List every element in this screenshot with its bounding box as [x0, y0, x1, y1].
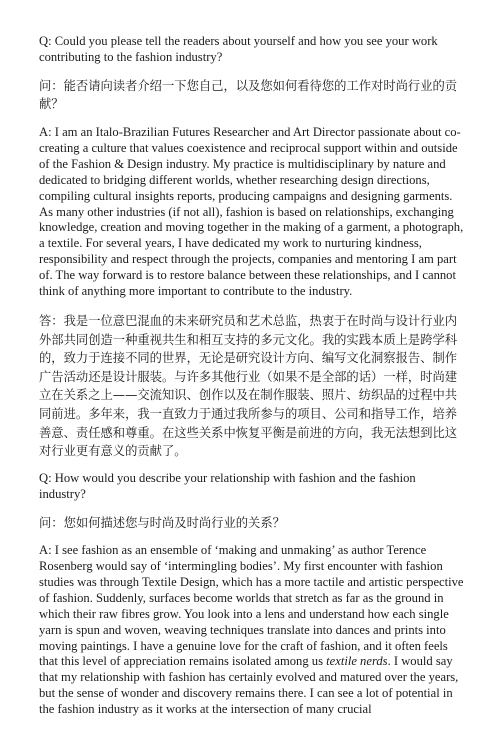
question-1-en: Q: Could you please tell the readers about yourself and how you see your work contributing to the fashion industry? — [39, 34, 438, 64]
interview-page — [39, 34, 464, 730]
answer-1-zh: 答：我是一位意巴混血的未来研究员和艺术总监，热衷于在时尚与设计行业内外部共同创造一种重视共生和相互支持的多元文化。我的实践本质上是跨学科的，致力于连接不同的世界，无论是研究设计方向、编写文化洞察报告、制作广告活动还是设计服装。与许多其他行业（如果不是全部的话）一样，时尚建立在关系之上——交流知识、创作以及在制作服装、照片、纺织品的过程中共同前进。多年来，我一直致力于通过我所参与的项目、公司和指导工作，培养善意、责任感和尊重。在这些关系中恢复平衡是前进的方向，我无法想到比这对行业更有意义的贡献了。 — [39, 313, 458, 459]
question-1-zh: 问：能否请向读者介绍一下您自己，以及您如何看待您的工作对时尚行业的贡献？ — [39, 78, 458, 112]
answer-2-en-emphasis: textile nerds — [326, 654, 388, 669]
answer-2-en-part-1: A: I see fashion as an ensemble of ‘making and unmaking’ as author Terence Rosenberg would say of ‘intermingling bodies’. My first encounter with fashion studies was through Textile Design, which has a more tactile and artistic perspective of fashion. Suddenly, surfaces become worlds that stretch as far as the ground in which their raw fibres grow. You look into a lens and understand how each single yarn is spun and woven, weaving techniques translate into dances and prints into moving paintings. I have a genuine love for the craft of fashion, and it often feels that this level of appreciation remains isolated among us — [39, 543, 464, 669]
answer-2-en — [39, 543, 464, 718]
answer-2-en-part-2: . I would say that my relationship with fashion has certainly evolved and matured over the years, but the sense of wonder and discovery remains there. I can see a lot of potential in the fashion industry as it works at the intersection of many crucial — [39, 654, 459, 717]
question-2-en: Q: How would you describe your relationship with fashion and the fashion industry? — [39, 470, 416, 501]
question-2-zh: 问：您如何描述您与时尚及时尚行业的关系？ — [39, 515, 285, 530]
answer-1-en: A: I am an Italo-Brazilian Futures Researcher and Art Director passionate about co-creating a culture that values coexistence and reciprocal support within and outside of the Fashion & Design industry. My practice is multidisciplinary by nature and dedicated to bridging different worlds, whether researching design directions, compiling cultural insights reports, producing campaigns and designing garments. As many other industries (if not all), fashion is based on relationships, exchanging knowledge, creation and moving together in the making of a garment, a photograph, a textile. For several years, I have dedicated my work to nurturing kindness, responsibility and respect through the projects, companies and mentoring I am part of. The way forward is to restore balance between these relationships, and I cannot think of anything more important to contribute to the industry. — [39, 125, 464, 299]
